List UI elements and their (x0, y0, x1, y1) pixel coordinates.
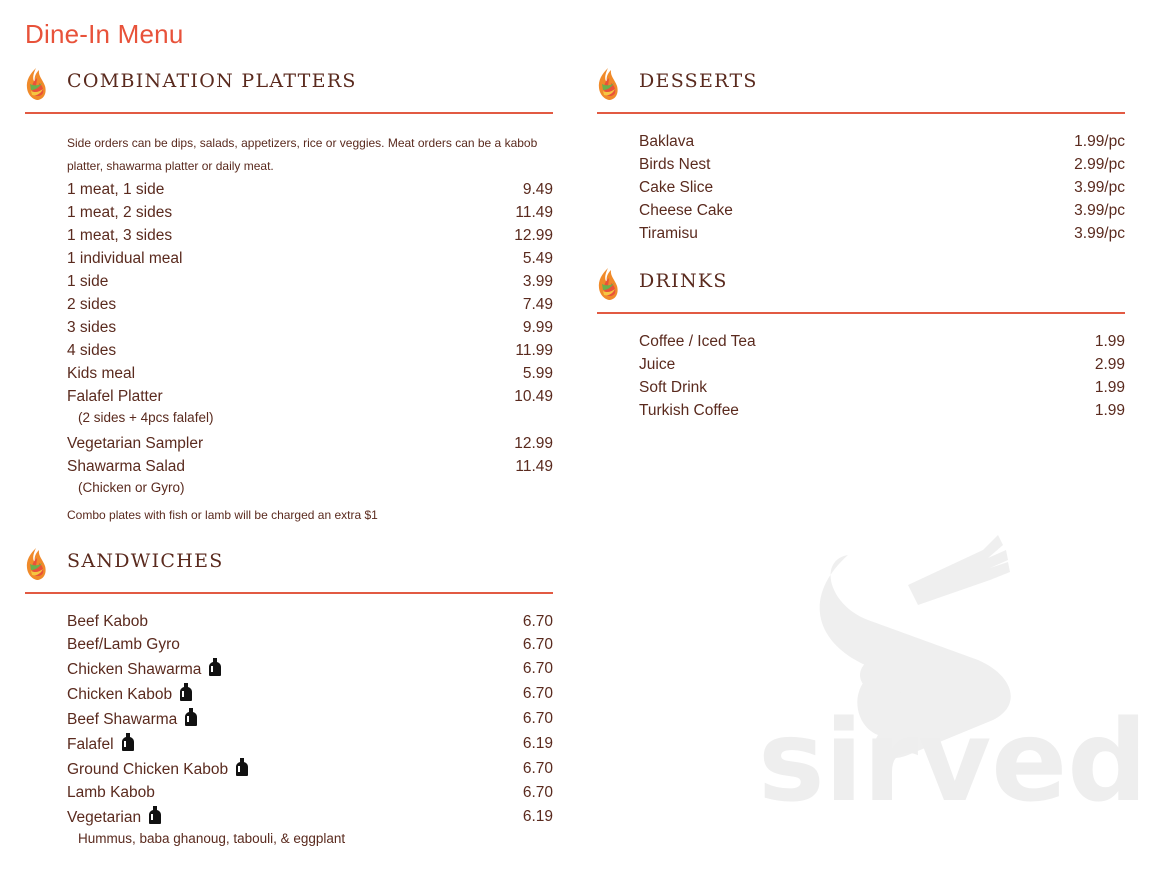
desserts-section (597, 66, 1125, 245)
menu-item-name-group (67, 758, 248, 779)
menu-item (67, 293, 553, 316)
bottle-icon (209, 658, 221, 676)
menu-item (639, 199, 1125, 222)
menu-item (67, 804, 553, 829)
drinks-section (597, 266, 1125, 422)
menu-item-name: Cake Slice (639, 178, 714, 196)
menu-item-name: Coffee / Iced Tea (639, 332, 756, 350)
menu-item (639, 399, 1125, 422)
menu-item-price: 2.99/pc (1074, 155, 1125, 173)
menu-item-name: Juice (639, 355, 676, 373)
section-header (25, 546, 553, 594)
menu-item (67, 224, 553, 247)
menu-item-name: Baklava (639, 132, 695, 150)
menu-item-name: Vegetarian (67, 809, 142, 826)
menu-item-price: 6.70 (522, 612, 553, 630)
section-title: SANDWICHES (67, 550, 224, 572)
menu-item-name: 3 sides (67, 318, 117, 336)
menu-item-name-group (67, 250, 182, 268)
section-divider (597, 312, 1125, 314)
menu-item-price: 10.49 (514, 387, 553, 405)
menu-item-name-group (639, 379, 707, 397)
menu-item-name-group (639, 179, 713, 197)
menu-item-price: 3.99/pc (1074, 224, 1125, 242)
menu-item-name-group (639, 202, 733, 220)
menu-item-name-group (67, 435, 203, 453)
menu-item-price: 7.49 (522, 295, 553, 313)
menu-item-description: (Chicken or Gyro) (78, 480, 185, 495)
menu-item-name: Soft Drink (639, 378, 708, 396)
flame-logo-icon (25, 546, 47, 582)
menu-item (67, 706, 553, 731)
menu-item-name-group (67, 273, 108, 291)
bottle-icon (122, 733, 134, 751)
menu-item (67, 270, 553, 293)
combination-section (25, 66, 553, 527)
menu-item-name: Kids meal (67, 364, 136, 382)
menu-item-price: 6.70 (522, 759, 553, 777)
menu-item-price: 6.19 (522, 734, 553, 752)
section-divider (25, 592, 553, 594)
menu-item (639, 376, 1125, 399)
menu-item (639, 153, 1125, 176)
menu-item (67, 432, 553, 455)
menu-item (67, 781, 553, 804)
menu-item-name-group (67, 784, 155, 802)
menu-item-name: Chicken Shawarma (67, 661, 202, 678)
menu-item-name-group (67, 806, 161, 827)
menu-item-name-group (67, 181, 164, 199)
bottle-icon (185, 708, 197, 726)
menu-item-price: 6.70 (522, 684, 553, 702)
section-header (25, 66, 553, 114)
bottle-icon (149, 806, 161, 824)
menu-item-name: Shawarma Salad (67, 457, 186, 475)
menu-item-price: 1.99/pc (1074, 132, 1125, 150)
menu-item-name-group (67, 458, 185, 476)
section-header (597, 266, 1125, 314)
menu-item-price: 1.99 (1094, 332, 1125, 350)
section-title: COMBINATION PLATTERS (67, 70, 357, 92)
menu-item-price: 6.70 (522, 709, 553, 727)
menu-item-name-group (639, 356, 675, 374)
menu-item-name-group (67, 342, 116, 360)
menu-item-price: 9.99 (522, 318, 553, 336)
menu-item-name: 4 sides (67, 341, 117, 359)
menu-list (639, 330, 1125, 422)
menu-item (67, 633, 553, 656)
menu-item (67, 362, 553, 385)
menu-item (639, 130, 1125, 153)
menu-item-price: 6.70 (522, 783, 553, 801)
menu-item (67, 178, 553, 201)
menu-item-name: Falafel Platter (67, 387, 163, 405)
section-divider (597, 112, 1125, 114)
menu-item-price: 1.99 (1094, 378, 1125, 396)
menu-item (639, 176, 1125, 199)
menu-item-price: 1.99 (1094, 401, 1125, 419)
menu-item (67, 455, 553, 478)
menu-item-name: Beef Kabob (67, 612, 149, 630)
menu-item (67, 385, 553, 408)
menu-item-name-group (639, 156, 711, 174)
menu-item-price: 3.99 (522, 272, 553, 290)
menu-item-name: Falafel (67, 736, 114, 753)
menu-item-name: Chicken Kabob (67, 686, 173, 703)
menu-item-name: 1 meat, 1 side (67, 180, 165, 198)
watermark-text: sirved (758, 697, 1148, 827)
menu-item-name: 1 meat, 3 sides (67, 226, 173, 244)
menu-item-name-group (67, 658, 221, 679)
bottle-icon (236, 758, 248, 776)
flame-logo-icon (597, 266, 619, 302)
combination-note: Side orders can be dips, salads, appetizers, rice or veggies. Meat orders can be a kabob platter, shawarma platter or daily meat. (67, 136, 538, 173)
menu-item-name-group (67, 613, 148, 631)
menu-item-name-group (639, 402, 739, 420)
menu-item-name-group (639, 133, 694, 151)
sirved-watermark (758, 510, 1148, 827)
section-title: DRINKS (639, 270, 728, 292)
menu-item (639, 353, 1125, 376)
menu-item-price: 6.19 (522, 807, 553, 825)
bottle-icon (180, 683, 192, 701)
page-title: Dine-In Menu (25, 19, 184, 49)
menu-item (67, 656, 553, 681)
menu-item-name-group (67, 319, 116, 337)
menu-item (67, 681, 553, 706)
menu-item-price: 11.49 (515, 203, 553, 221)
menu-item-price: 3.99/pc (1074, 178, 1125, 196)
menu-item (67, 756, 553, 781)
menu-item-name-group (67, 733, 134, 754)
menu-item (67, 731, 553, 756)
menu-list (639, 130, 1125, 245)
menu-item (639, 222, 1125, 245)
menu-item-name: 1 individual meal (67, 249, 183, 267)
menu-item-name: Birds Nest (639, 155, 711, 173)
menu-item-price: 6.70 (522, 659, 553, 677)
menu-item-price: 5.49 (522, 249, 553, 267)
menu-item-name-group (67, 636, 180, 654)
menu-item-name-group (67, 388, 163, 406)
menu-item-name-group (67, 708, 197, 729)
menu-item-name: Vegetarian Sampler (67, 434, 204, 452)
menu-item-name: 1 side (67, 272, 109, 290)
menu-item-name-group (67, 365, 135, 383)
menu-item-price: 9.49 (522, 180, 553, 198)
menu-item-price: 11.49 (515, 457, 553, 475)
menu-item (639, 330, 1125, 353)
menu-item-price: 12.99 (514, 226, 553, 244)
menu-item-price: 6.70 (522, 635, 553, 653)
section-header (597, 66, 1125, 114)
menu-item-name-group (67, 296, 116, 314)
menu-list (67, 178, 553, 502)
menu-item-name: Tiramisu (639, 224, 698, 242)
menu-item-name: Turkish Coffee (639, 401, 739, 419)
menu-item-name: 2 sides (67, 295, 117, 313)
menu-item-price: 11.99 (515, 341, 553, 359)
menu-item (67, 339, 553, 362)
combination-footnote: Combo plates with fish or lamb will be charged an extra $1 (67, 508, 378, 522)
flame-logo-icon (25, 66, 47, 102)
menu-list (67, 610, 553, 853)
menu-item-name-group (67, 227, 172, 245)
menu-item-name: Cheese Cake (639, 201, 733, 219)
menu-item-price: 2.99 (1094, 355, 1125, 373)
section-divider (25, 112, 553, 114)
menu-item-name: Lamb Kabob (67, 783, 155, 801)
menu-item-name: Ground Chicken Kabob (67, 761, 229, 778)
menu-item-description: (2 sides + 4pcs falafel) (78, 410, 214, 425)
menu-item (67, 610, 553, 633)
menu-item-name-group (639, 225, 698, 243)
menu-item-name-group (639, 333, 756, 351)
menu-item (67, 247, 553, 270)
section-title: DESSERTS (639, 70, 758, 92)
menu-item-name-group (67, 204, 172, 222)
menu-item (67, 316, 553, 339)
flame-logo-icon (597, 66, 619, 102)
menu-item-price: 5.99 (522, 364, 553, 382)
menu-item-name: Beef/Lamb Gyro (67, 635, 180, 653)
menu-item-description: Hummus, baba ghanoug, tabouli, & eggplant (78, 831, 346, 846)
menu-item-price: 12.99 (514, 434, 553, 452)
menu-item-name: Beef Shawarma (67, 711, 178, 728)
menu-item-name: 1 meat, 2 sides (67, 203, 173, 221)
sandwiches-section (25, 546, 553, 853)
menu-item-name-group (67, 683, 192, 704)
menu-item-price: 3.99/pc (1074, 201, 1125, 219)
menu-item (67, 201, 553, 224)
